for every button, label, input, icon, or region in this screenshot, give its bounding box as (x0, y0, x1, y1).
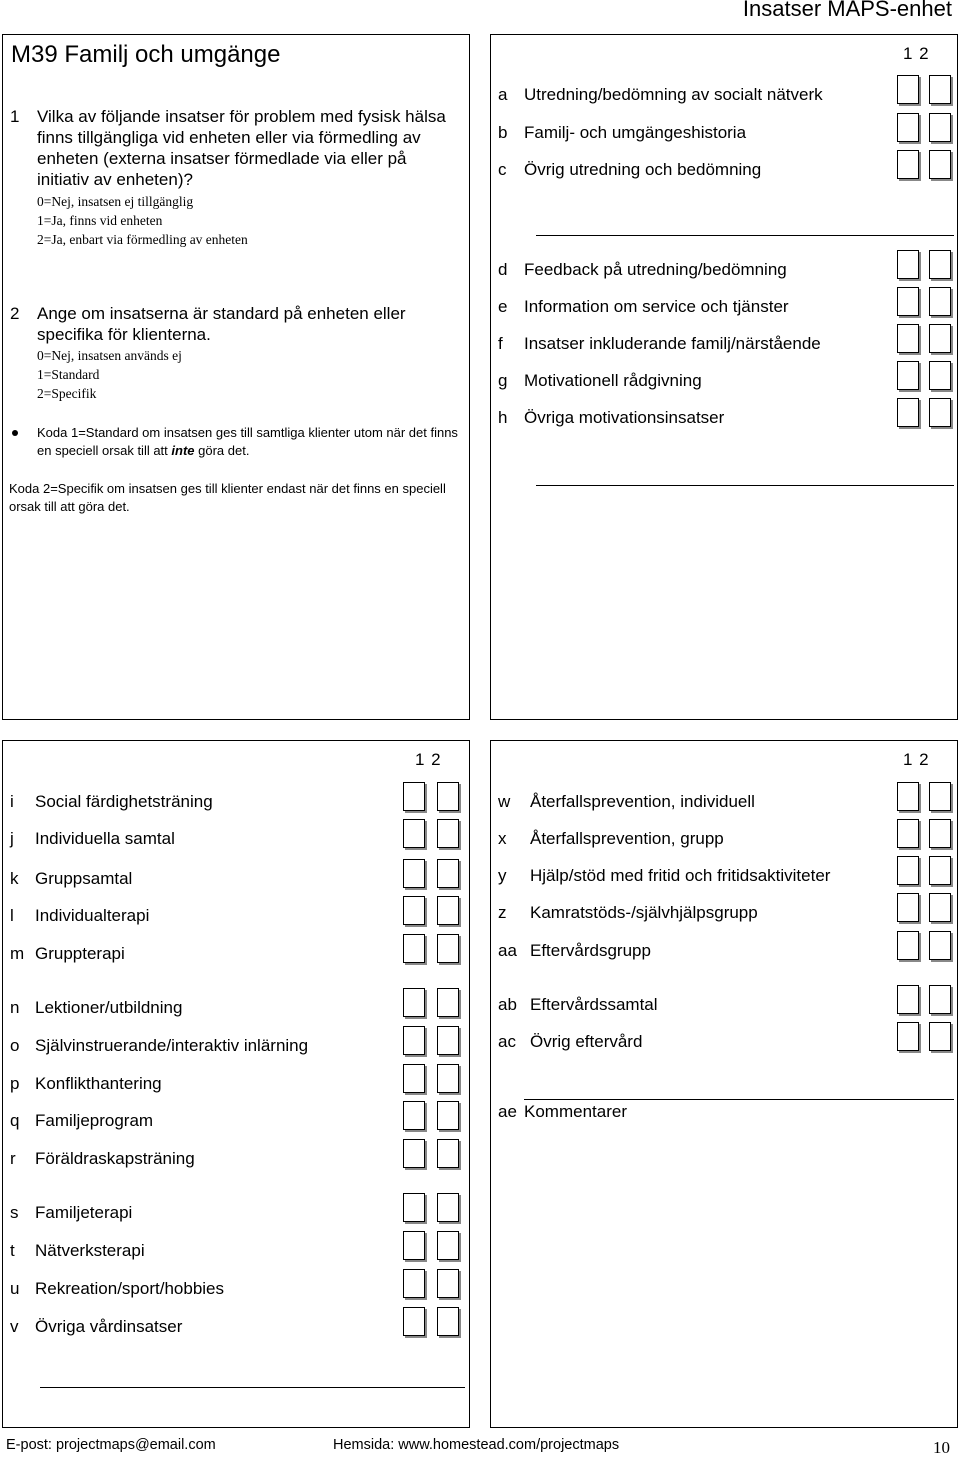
code-box-2-m[interactable] (437, 934, 459, 963)
code-box-2-k[interactable] (437, 859, 459, 888)
item-label: Lektioner/utbildning (35, 998, 183, 1017)
code-box-2-g[interactable] (929, 361, 951, 390)
question-1-legend (37, 192, 248, 249)
code-box-1-ac[interactable] (897, 1022, 919, 1051)
item-letter: h (498, 408, 508, 427)
question-2-text: Ange om insatserna är standard på enheten eller specifika för klienterna. (37, 304, 406, 344)
code-box-2-r[interactable] (437, 1139, 459, 1168)
question-1-text: Vilka av följande insatser för problem med fysisk hälsa finns tillgängliga vid enheten eller via förmedling av enheten (externa insatser förmedlade via eller på initiativ av enheten)? (37, 107, 446, 189)
code-box-1-q[interactable] (403, 1101, 425, 1130)
code-box-2-i[interactable] (437, 782, 459, 811)
code-box-1-p[interactable] (403, 1064, 425, 1093)
item-letter: m (10, 944, 25, 963)
item-label: Gruppterapi (35, 944, 125, 963)
item-label: Social färdighetsträning (35, 792, 213, 811)
item-label: Utredning/bedömning av socialt nätverk (524, 85, 823, 104)
module-title: M39 Familj och umgänge (11, 41, 281, 68)
legend-item: 0=Nej, insatsen ej tillgänglig (37, 194, 194, 209)
legend-item: 2=Specifik (37, 386, 97, 401)
item-letter: n (10, 998, 20, 1017)
item-letter: q (10, 1111, 20, 1130)
code-box-2-s[interactable] (437, 1193, 459, 1222)
code-box-2-l[interactable] (437, 896, 459, 925)
item-label: Föräldraskapsträning (35, 1149, 195, 1168)
item-label: Hjälp/stöd med fritid och fritidsaktiviteter (530, 866, 831, 885)
item-label: Återfallsprevention, individuell (530, 792, 755, 811)
code-box-1-v[interactable] (403, 1307, 425, 1336)
code-box-2-o[interactable] (437, 1026, 459, 1055)
item-label: Insatser inkluderande familj/närstående (524, 334, 821, 353)
page-number: 10 (933, 1438, 950, 1457)
footer-homepage: Hemsida: www.homestead.com/projectmaps (333, 1437, 620, 1453)
emphasis-text: inte (171, 443, 195, 458)
code-box-1-j[interactable] (403, 819, 425, 848)
code-box-2-v[interactable] (437, 1307, 459, 1336)
code-box-2-n[interactable] (437, 988, 459, 1017)
item-label: Information om service och tjänster (524, 297, 789, 316)
code-box-2-e[interactable] (929, 287, 951, 316)
code-box-1-e[interactable] (897, 287, 919, 316)
code-box-2-a[interactable] (929, 75, 951, 104)
item-letter: i (10, 792, 14, 811)
divider-line (536, 235, 954, 236)
column-header: 1 2 (903, 750, 930, 769)
code-box-1-ab[interactable] (897, 985, 919, 1014)
item-label: Individuella samtal (35, 829, 175, 848)
code-box-1-s[interactable] (403, 1193, 425, 1222)
item-label: Självinstruerande/interaktiv inlärning (35, 1036, 309, 1055)
coding-note-specific: Koda 2=Specifik om insatsen ges till klienter endast när det finns en speciell orsak till att göra det. (9, 481, 446, 514)
code-box-1-t[interactable] (403, 1231, 425, 1260)
item-label: Konflikthantering (35, 1074, 162, 1093)
code-box-2-c[interactable] (929, 150, 951, 179)
code-box-1-y[interactable] (897, 856, 919, 885)
code-box-1-a[interactable] (897, 75, 919, 104)
divider-line (40, 1387, 465, 1388)
code-box-1-aa[interactable] (897, 931, 919, 960)
question-panel (2, 34, 470, 720)
code-box-2-ab[interactable] (929, 985, 951, 1014)
item-label: Övrig utredning och bedömning (524, 160, 762, 179)
legend-item: 1=Ja, finns vid enheten (37, 213, 163, 228)
code-box-2-f[interactable] (929, 324, 951, 353)
divider-line (536, 485, 954, 486)
item-letter: f (498, 334, 503, 353)
item-label: Övrig eftervård (530, 1032, 643, 1051)
item-letter: k (10, 869, 19, 888)
code-box-1-u[interactable] (403, 1269, 425, 1298)
code-box-2-ac[interactable] (929, 1022, 951, 1051)
question-2-legend (37, 346, 182, 403)
code-box-1-c[interactable] (897, 150, 919, 179)
item-label: Eftervårdsgrupp (530, 941, 651, 960)
item-letter: d (498, 260, 508, 279)
item-letter: g (498, 371, 508, 390)
code-box-1-r[interactable] (403, 1139, 425, 1168)
code-box-2-j[interactable] (437, 819, 459, 848)
code-box-2-d[interactable] (929, 250, 951, 279)
code-box-2-y[interactable] (929, 856, 951, 885)
items-panel-i-v (2, 740, 470, 1428)
item-letter: r (10, 1149, 16, 1168)
code-box-2-z[interactable] (929, 893, 951, 922)
code-box-1-z[interactable] (897, 893, 919, 922)
code-box-1-b[interactable] (897, 113, 919, 142)
code-box-1-f[interactable] (897, 324, 919, 353)
item-label: Övriga motivationsinsatser (524, 408, 725, 427)
code-box-2-b[interactable] (929, 113, 951, 142)
legend-item: 2=Ja, enbart via förmedling av enheten (37, 232, 248, 247)
code-box-1-i[interactable] (403, 782, 425, 811)
item-letter: ab (498, 995, 517, 1014)
code-box-2-x[interactable] (929, 819, 951, 848)
item-letter: w (498, 792, 511, 811)
item-letter: x (498, 829, 507, 848)
item-letter: b (498, 123, 508, 142)
item-letter: u (10, 1279, 20, 1298)
item-letter: c (498, 160, 507, 179)
code-box-1-k[interactable] (403, 859, 425, 888)
code-box-2-p[interactable] (437, 1064, 459, 1093)
item-letter: aa (498, 941, 517, 960)
item-letter: y (498, 866, 507, 885)
question-2-number: 2 (10, 304, 20, 323)
item-letter: a (498, 85, 508, 104)
code-box-1-g[interactable] (897, 361, 919, 390)
item-label: Nätverksterapi (35, 1241, 145, 1260)
items-panel-w-ae (490, 740, 958, 1428)
item-letter: t (10, 1241, 15, 1260)
legend-item: 0=Nej, insatsen används ej (37, 348, 182, 363)
code-box-2-t[interactable] (437, 1231, 459, 1260)
bullet-icon (12, 430, 18, 436)
item-letter: v (10, 1317, 19, 1336)
section-header: Insatser MAPS-enhet (742, 0, 952, 21)
code-box-2-q[interactable] (437, 1101, 459, 1130)
code-box-1-h[interactable] (897, 398, 919, 427)
divider-line (524, 1099, 954, 1100)
items-panel-a-h (490, 34, 958, 720)
item-letter: ac (498, 1032, 516, 1051)
column-header: 1 2 (415, 750, 442, 769)
code-box-2-h[interactable] (929, 398, 951, 427)
item-letter: l (10, 906, 14, 925)
column-header: 1 2 (903, 44, 930, 63)
item-label: Familjeterapi (35, 1203, 133, 1222)
item-label: Gruppsamtal (35, 869, 133, 888)
item-label: Återfallsprevention, grupp (530, 829, 724, 848)
code-box-1-m[interactable] (403, 934, 425, 963)
footer-email: E-post: projectmaps@email.com (6, 1437, 216, 1453)
item-letter: e (498, 297, 508, 316)
code-box-1-l[interactable] (403, 896, 425, 925)
code-box-1-d[interactable] (897, 250, 919, 279)
question-1-number: 1 (10, 107, 20, 126)
item-letter: j (10, 829, 14, 848)
code-box-1-w[interactable] (897, 782, 919, 811)
item-label: Kamratstöds-/självhjälpsgrupp (530, 903, 758, 922)
item-label: Övriga vårdinsatser (35, 1317, 183, 1336)
item-label: Kommentarer (524, 1102, 627, 1121)
code-box-2-aa[interactable] (929, 931, 951, 960)
item-letter: s (10, 1203, 19, 1222)
item-label: Rekreation/sport/hobbies (35, 1279, 225, 1298)
item-label: Familj- och umgängeshistoria (524, 123, 747, 142)
code-box-2-u[interactable] (437, 1269, 459, 1298)
item-label: Individualterapi (35, 906, 150, 925)
item-label: Eftervårdssamtal (530, 995, 658, 1014)
item-letter: ae (498, 1102, 517, 1121)
code-box-1-x[interactable] (897, 819, 919, 848)
code-box-1-o[interactable] (403, 1026, 425, 1055)
item-letter: o (10, 1036, 20, 1055)
item-letter: z (498, 903, 507, 922)
legend-item: 1=Standard (37, 367, 100, 382)
code-box-1-n[interactable] (403, 988, 425, 1017)
item-label: Familjeprogram (35, 1111, 154, 1130)
code-box-2-w[interactable] (929, 782, 951, 811)
coding-note-standard: Koda 1=Standard om insatsen ges till samtliga klienter utom när det finns en speciell orsak till att inte göra det. (37, 425, 458, 458)
item-label: Motivationell rådgivning (524, 371, 702, 390)
item-label: Feedback på utredning/bedömning (524, 260, 787, 279)
item-letter: p (10, 1074, 20, 1093)
